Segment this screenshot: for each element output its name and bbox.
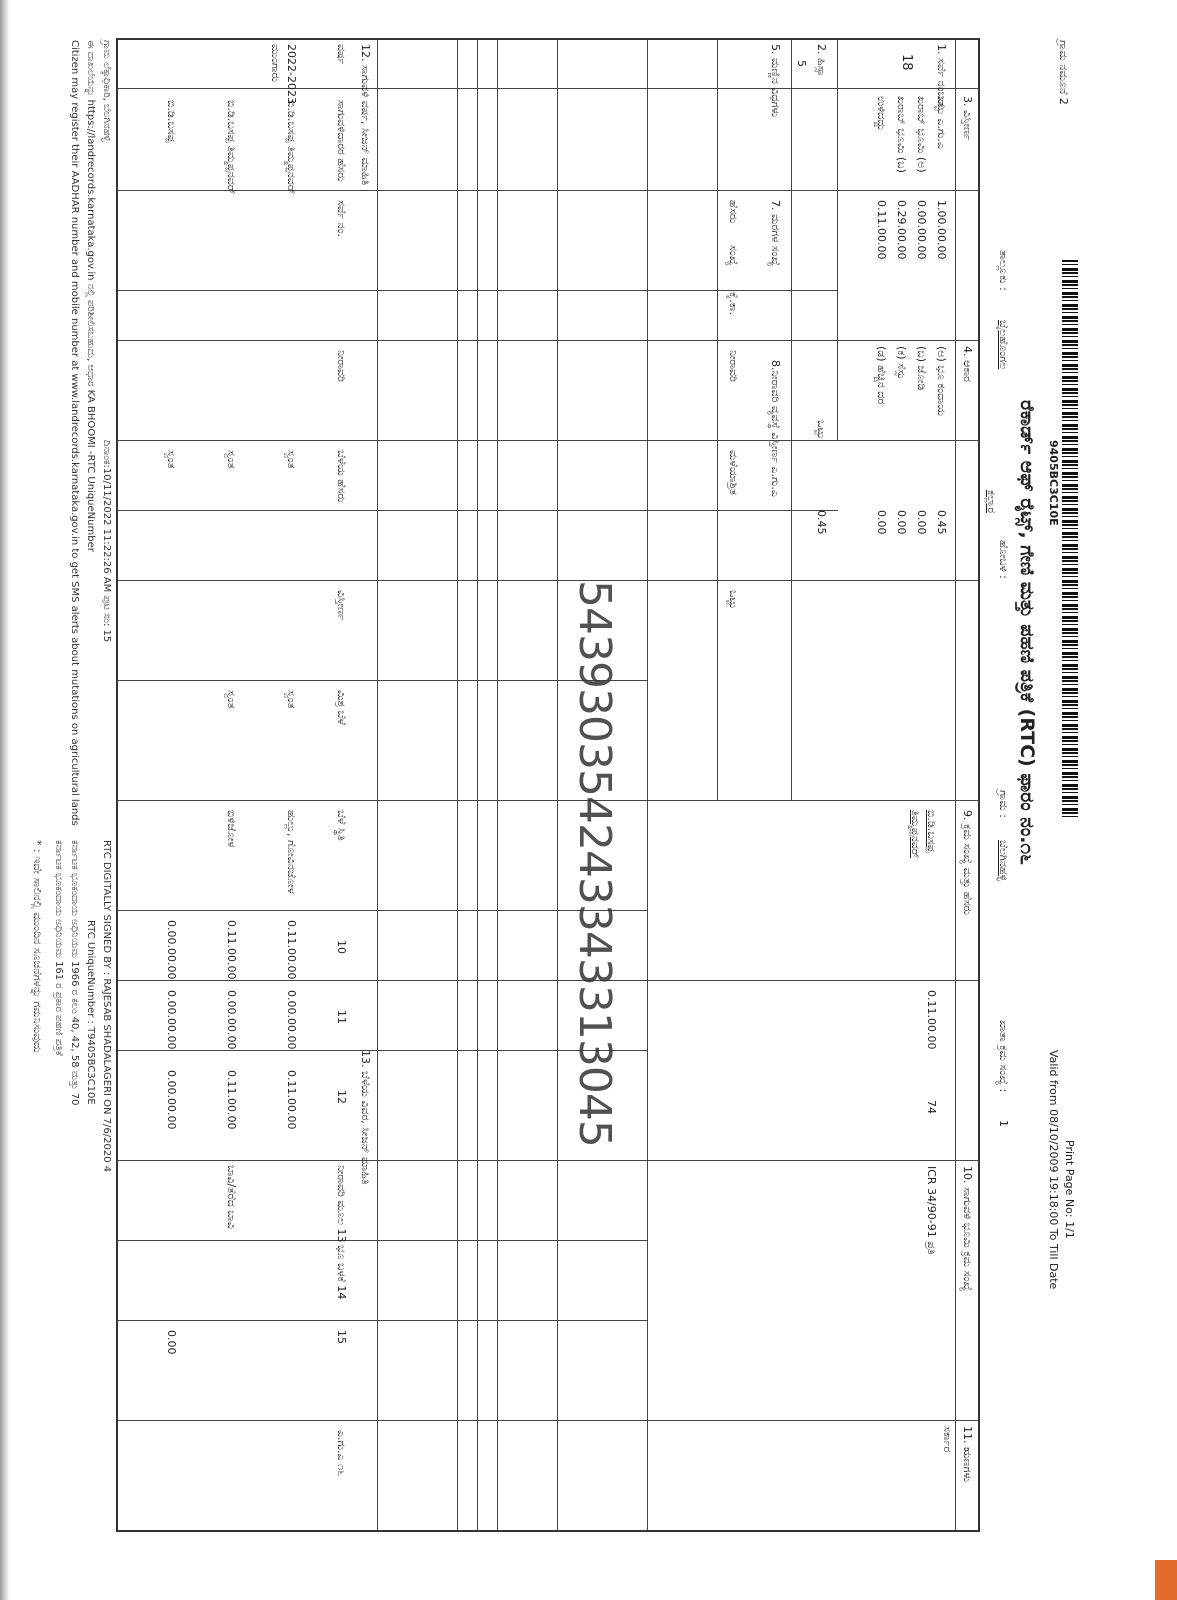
footer-officer: ಗ್ರಾಮ ಲೆಕ್ಕಾಧಿಕಾರಿ, ಬೆಲಗಿನಹಳ್ಳಿ	[101, 40, 112, 142]
area-row-value: 1.00.00.00	[935, 200, 948, 260]
irrigation-col: ನೀರಾವರಿ	[727, 350, 740, 382]
rtc-table-frame	[116, 38, 980, 1532]
footer-star-note: * : ಇದೇ ಸಾಲಿನಲ್ಲಿ ಮುಂದಿನ ಸೂಚನೆಗಳನ್ನು ಗಮನಿಸುವುದು	[31, 840, 44, 1053]
crop-row-area: 0.00.00.00	[165, 920, 178, 980]
crop-section-label-13: 13. ಬೆಳೆಯ ವಿವರ, ಸೀಜನ್ ಮಾಹಿತಿ	[359, 1050, 372, 1185]
footer-signed: RTC DIGITALLY SIGNED BY : RAJESAB SHADALAGERI ON 7/6/2020 4	[101, 840, 112, 1173]
revenue-row-label: (ಬ) ಜೋಡಿ	[915, 346, 928, 391]
footer-section: ಕರ್ನಾಟಕ ಭೂಕಂದಾಯ ಅಧಿನಿಯಮ 161 ರ ಪ್ರಕಾರ ಪಹಣಿ ಪತ್ರಿಕೆ	[53, 840, 64, 1056]
area-row-value: 0.11.00.00	[875, 200, 888, 260]
village-value: ಬೆಲಗಿನಹಳ್ಳಿ	[997, 840, 1010, 882]
crop-row-a12: 0.11.00.00	[225, 1070, 238, 1130]
crop-col: ಸಾಗುವಳಿದಾರರ ಹೆಸರು	[335, 100, 348, 182]
taluk-value: ಬೈಲಹೊಂಗಲ	[997, 320, 1010, 370]
crop-row-area: 0.11.00.00	[225, 920, 238, 980]
rtc-serial-watermark: 543930354243343313045	[569, 580, 620, 1147]
footer-unique: RTC UniqueNumber : T9405BC3C10E	[85, 920, 96, 1105]
document-title: ರೆಕಾರ್ಡ್ ಆಫ್ ರೈಟ್ಸ್, ಗೇಣಿ ಮತ್ತು ಪಹಣಿ ಪತ್ರಿಕೆ (RTC) ಫಾರಂ ನಂ.೧೬	[1016, 400, 1038, 865]
crop-row-type: ಸ್ವಂತ	[165, 450, 178, 469]
mutation-value: ICR 34/90-91 ಪ್ರತಿ	[925, 1166, 938, 1255]
occupant-label: 9. ಕ್ರಮ ಸಂಖ್ಯೆ ಮತ್ತು ಹೆಸರು	[961, 810, 974, 915]
area-label: 3. ವಿಸ್ತೀರ್ಣ	[961, 96, 974, 141]
irrigation-col: ಮಳೆಯಾಶ್ರಿತ	[727, 450, 740, 495]
crop-col: ಸರ್ವೆ ನಂ.	[335, 200, 348, 238]
survey-no-value: 18	[899, 54, 914, 71]
hobli-value: ಕಲ್ಲಾರ	[985, 490, 998, 514]
crop-col: 15	[335, 1330, 348, 1344]
crop-row-crop: ಹುಲ್ಲು, ಗೋವಿನಜೋಳ	[285, 810, 298, 894]
crop-row-a12: 0.11.00.00	[285, 1070, 298, 1130]
crop-row-type: ಸ್ವಂತ	[285, 450, 298, 469]
desk-corner	[1155, 1560, 1177, 1600]
irrigation-col: ಕೈ.ಕಾ.	[727, 292, 740, 316]
hissa-value: 5	[795, 60, 808, 67]
trees-label: 7. ಮರಗಳ ಸಂಖ್ಯೆ	[769, 200, 782, 267]
hissa-label: 2. ಹಿಸ್ಸಾ	[815, 44, 828, 77]
crop-section-label: 12. ಸಾಗುವಳಿ ವರ್ಷ, ಸೀಜನ್ ಮಾಹಿತಿ	[359, 44, 372, 186]
area-row-label: ಖರಾಬ್ ಭೂಮಿ (ಬ)	[895, 96, 908, 173]
valid-from: Valid from 08/10/2009 19:18:00 To Till Date	[1047, 1050, 1060, 1290]
revenue-total-value: 0.45	[815, 510, 828, 535]
irrigation-col: ಹೆಸರು	[727, 200, 740, 224]
crop-season: ಮುಂಗಾರು	[269, 44, 282, 82]
occupant-name: ಬಿ.ಡಿ.ಬಸಪ್ಪ	[925, 810, 938, 853]
page-edge-shadow	[0, 0, 10, 1600]
crop-row-a11: 0.00.00.00	[225, 990, 238, 1050]
crop-row-src: ಬಾವಿ/ತೆರೆದ ಬಾವಿ	[225, 1165, 238, 1229]
revenue-row-label: (ಕ) ಸೆಸ್ಸು	[895, 346, 908, 380]
area-row-value: 0.29.00.00	[895, 200, 908, 260]
occupant-khata: 74	[925, 1100, 938, 1114]
crop-row-a12: 0.00.00.00	[165, 1070, 178, 1130]
crop-row-name: ಬಿ.ಡಿ.ಬಸಪ್ಪ ತಿಮ್ಮಪ್ಪನವರ್	[285, 100, 298, 195]
crop-col: 11	[335, 1010, 348, 1024]
crop-row-crop: ಬಿಳಿಜೋಳ	[225, 810, 238, 848]
taluk-label: ತಾಲ್ಲೂಕು :	[997, 250, 1010, 291]
crop-row-name: ಬಿ.ಡಿ.ಬಸಪ್ಪ ತಿಮ್ಮಪ್ಪನವರ್	[225, 100, 238, 195]
hobli-label: ಹೋಬಳಿ :	[997, 540, 1010, 579]
crop-row-mode: ಸ್ವಂತ	[225, 690, 238, 709]
khata-label: ಖಾತಾ ಕ್ರಮ ಸಂಖ್ಯೆ :	[997, 1020, 1010, 1093]
area-row-label: ಒಟ್ಟು ಎ.ಗು.ಎ	[935, 96, 948, 149]
area-row-value: 0.00.00.00	[915, 200, 928, 260]
print-page-no: Print Page No: 1/1	[1063, 1140, 1076, 1239]
area-row-label: ಉಳಿದದ್ದು	[875, 96, 888, 131]
irrigation-col: ಸಂಖ್ಯೆ	[727, 245, 740, 266]
irrigation-label: 8.ನೀರಾವರಿ ವ್ಯವಸ್ಥೆ ವಿಸ್ತೀರ್ಣ ಎ.ಗು.ಎ	[769, 360, 782, 497]
crop-col: ನೀರಾವರಿ ಮೂಲ 13	[335, 1165, 348, 1243]
liabilities-sub: ಸರ್ಕಾರ	[941, 1426, 954, 1453]
revenue-total-label: ಒಟ್ಟು	[815, 420, 828, 439]
footer-bhoomi-line: ಈ ದಾಖಲೆಯನ್ನು https://landrecords.karnataka.gov.in ನಲ್ಲಿ ಪರಿಶೀಲಿಸಬಹುದು, ಆಧಾರ KA BHOOMI -RTC UniqueNumber	[85, 40, 96, 552]
khata-value: 1	[997, 1120, 1010, 1127]
crop-col: ಭೂ ಬಳಕೆ 14	[335, 1245, 348, 1300]
footer-date: ದಿನಾಂಕ:10/11/2022 11:22:26 AM ಪುಟ ಸಂ: 15	[101, 440, 112, 643]
occupant-area: 0.11.00.00	[925, 990, 938, 1050]
crop-col: ನೀರಾವರಿ	[335, 350, 348, 382]
crop-row-mode: ಸ್ವಂತ	[285, 690, 298, 709]
crop-row-a11: 0.00.00.00	[285, 990, 298, 1050]
revenue-row-value: 0.00	[915, 510, 928, 535]
crop-row-name: ಬಿ.ಡಿ.ಬಸಪ್ಪ	[165, 100, 178, 143]
barcode-text: 9405BC3C10E	[1047, 440, 1060, 526]
area-row-label: ಖರಾಬ್ ಭೂಮಿ (ಅ)	[915, 96, 928, 173]
crop-col: ವರ್ಷ	[335, 44, 348, 65]
occupant-name-2: ತಿಮ್ಮಪ್ಪನವರ್	[909, 810, 922, 859]
revenue-row-value: 0.00	[875, 510, 888, 535]
crop-row-area: 0.11.00.00	[285, 920, 298, 980]
mutation-label: 10. ಸಾಗುವಳಿ ಭೂಮಿ ಕ್ರಮ ಸಂಖ್ಯೆ	[961, 1166, 974, 1292]
revenue-label: 4. ಆಕಾರ	[961, 346, 974, 382]
liabilities-label: 11. ಋಣಗಳು	[961, 1426, 974, 1482]
crop-row-a11: 0.00.00.00	[165, 990, 178, 1050]
village-label: ಗ್ರಾಮ :	[997, 790, 1010, 818]
crop-col: ಎ.ಗು.ಎ ೧೬	[335, 1430, 348, 1477]
revenue-row-label: (ಡ) ಹೆಚ್ಚಿನ ದರ	[875, 346, 888, 405]
crop-col: 10	[335, 940, 348, 954]
crop-col: ವಿಸ್ತೀರ್ಣ	[335, 590, 348, 621]
crop-col: 12	[335, 1090, 348, 1104]
revenue-row-label: (ಅ) ಭೂ ಕಂದಾಯ	[935, 346, 948, 416]
crop-year: 2022-2023	[285, 44, 298, 104]
rtc-document	[10, 20, 1090, 1580]
survey-no-label: 1. ಸರ್ವೆ ನಂಬರ್	[935, 44, 948, 109]
soil-label: 5. ಮಣ್ಣಿನ ವಿಧಗಳು	[769, 44, 782, 118]
grama-namune-label: ಗ್ರಾಮ ನಮೂನೆ 2	[1057, 40, 1070, 105]
crop-col: ಬೆಳೆ ಸ್ಥಿತಿ	[335, 810, 348, 841]
revenue-row-value: 0.00	[895, 510, 908, 535]
footer-act: ಕರ್ನಾಟಕ ಭೂಕಂದಾಯ ಅಧಿನಿಯಮ 1966 ರ ಕಲಂ 40, 42, 58 ಮತ್ತು 70	[69, 840, 80, 1106]
footer-sms-line: Citizen may register their AADHAR number and mobile number at www.landrecords.karnataka.gov.in to get SMS alerts about mutations on agricultural lands	[69, 40, 80, 826]
crop-col: ಮಿಶ್ರ ಬೆಳೆ	[335, 690, 348, 725]
barcode-image	[1062, 260, 1078, 820]
irrigation-col: ಒಟ್ಟು	[727, 590, 740, 609]
revenue-row-value: 0.45	[935, 510, 948, 535]
crop-col: ಬೆಳೆಯ ಹೆಸರು	[335, 450, 348, 503]
crop-row-type: ಸ್ವಂತ	[225, 450, 238, 469]
crop-row-src: 0.00	[165, 1330, 178, 1355]
